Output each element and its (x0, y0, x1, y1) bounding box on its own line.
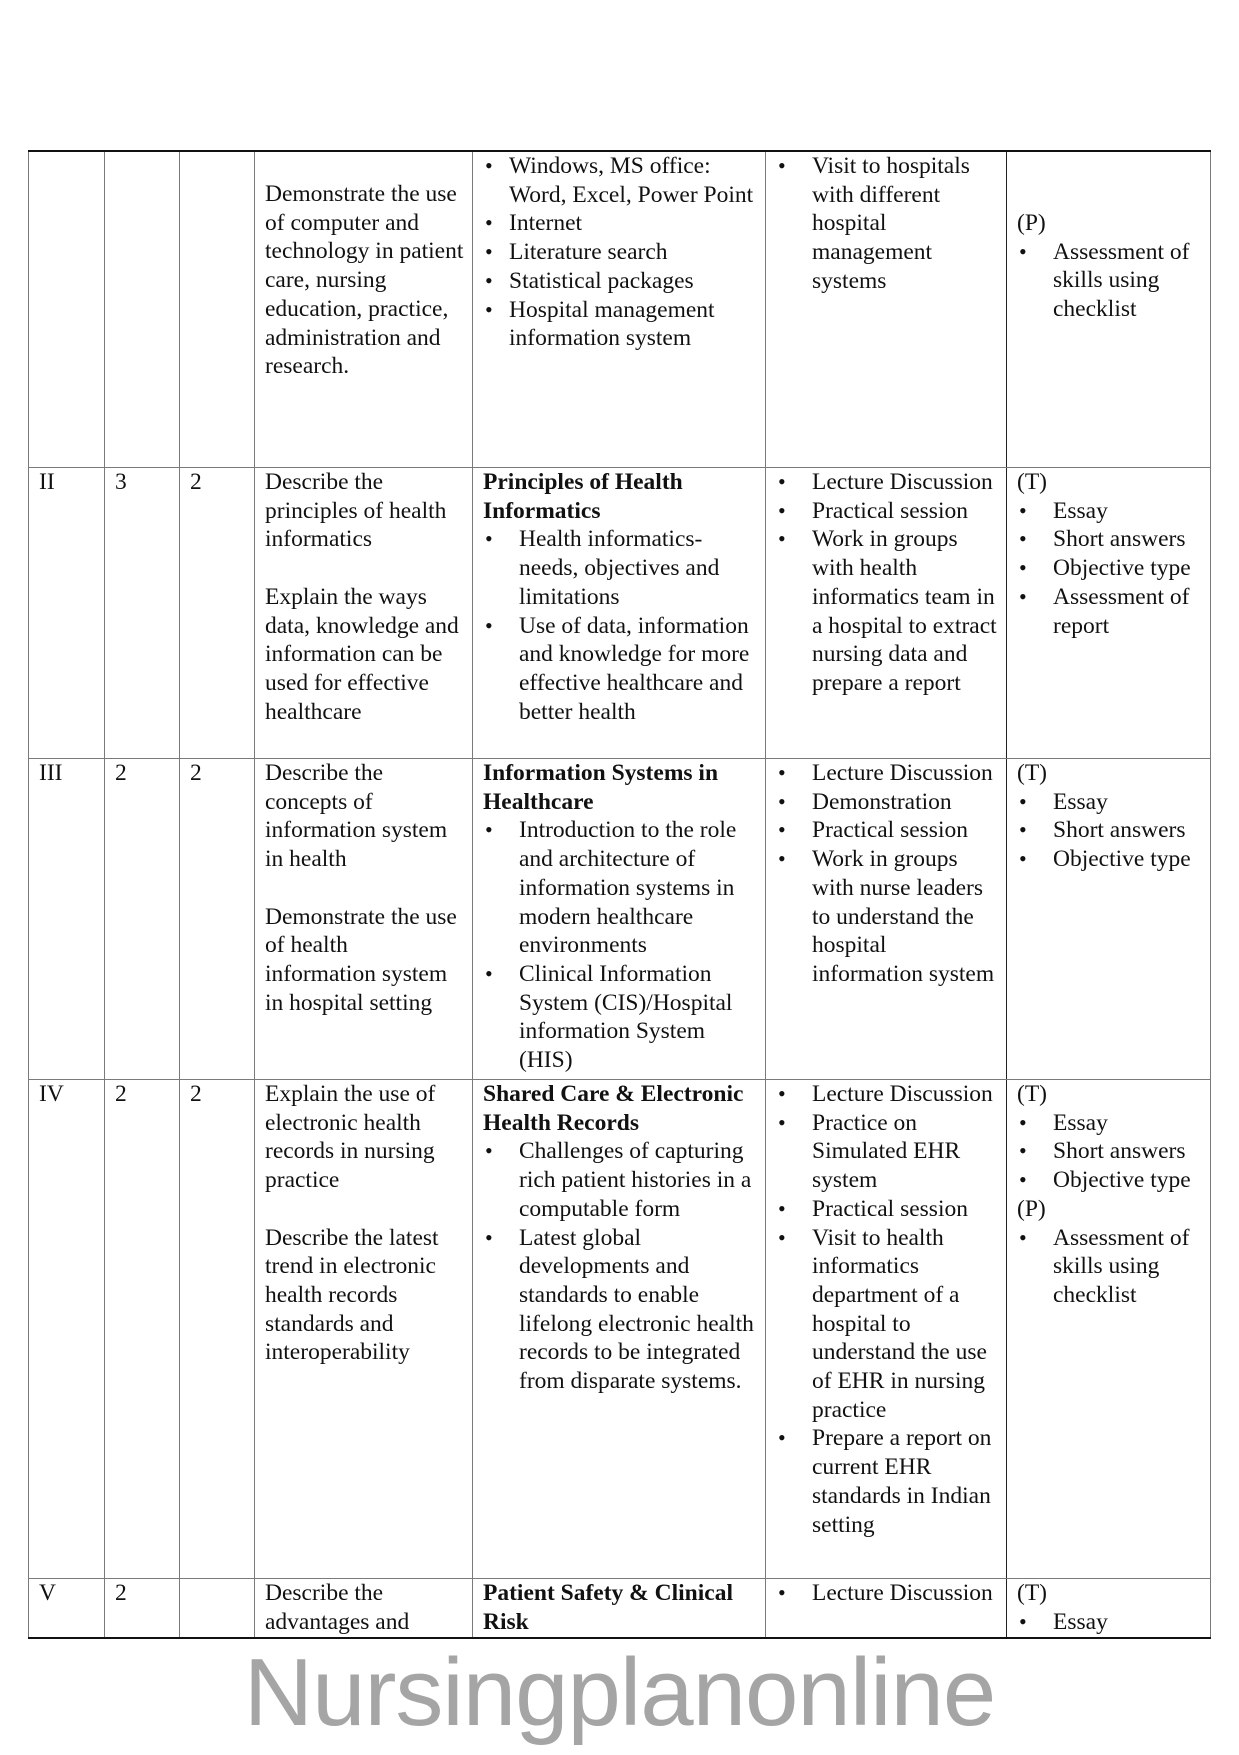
methods-list (776, 152, 998, 296)
content-list (483, 1137, 757, 1395)
learning-outcome: Describe the advantages and (265, 1580, 410, 1635)
table-row (29, 468, 1211, 759)
methods-list (776, 759, 998, 989)
assessment-category: (T) (1017, 1081, 1048, 1107)
teaching-methods-cell (766, 468, 1007, 759)
content-list-item: • Clinical Information System (CIS)/Hospital information System (HIS) (483, 960, 757, 1075)
content-list-item: • Health informatics- needs, objectives and limitations (483, 525, 757, 611)
assessment-list-item: • Essay (1017, 788, 1202, 817)
theory-hours-cell (105, 151, 180, 468)
assessment-cell (1007, 151, 1211, 468)
assessment-cell (1007, 759, 1211, 1080)
table-row (29, 151, 1211, 468)
paragraph-gap (265, 554, 464, 583)
content-list-item: • Windows, MS office: Word, Excel, Power Point (483, 152, 757, 209)
syllabus-page (28, 150, 1211, 1639)
content-list-item: • Hospital management information system (483, 296, 757, 353)
method-list-item: • Practice on Simulated EHR system (776, 1109, 998, 1195)
assessment-list-item: • Short answers (1017, 816, 1202, 845)
paragraph-gap (265, 1195, 464, 1224)
table-row (29, 759, 1211, 1080)
method-list-item: • Work in groups with health informatics team in a hospital to extract nursing data and prepare a report (776, 525, 998, 697)
method-list-item: • Practical session (776, 1195, 998, 1224)
practical-hours-cell: 2 (180, 759, 255, 1080)
assessment-list-item: • Essay (1017, 1109, 1202, 1138)
learning-outcome: Describe the principles of health informatics (265, 469, 447, 553)
assessment-category: (P) (1017, 210, 1046, 236)
methods-list (776, 1579, 998, 1608)
learning-outcomes-cell (255, 1579, 473, 1639)
method-list-item: • Visit to health informatics department of a hospital to understand the use of EHR in nursing practice (776, 1224, 998, 1425)
method-list-item: • Lecture Discussion (776, 468, 998, 497)
assessment-list (1017, 1109, 1202, 1195)
content-list (483, 525, 757, 726)
content-list-item: • Use of data, information and knowledge for more effective healthcare and better health (483, 612, 757, 727)
content-topic-title: Information Systems in Healthcare (483, 760, 719, 815)
content-cell (473, 468, 766, 759)
method-list-item: • Lecture Discussion (776, 1080, 998, 1109)
learning-outcome: Describe the latest trend in electronic health records standards and interoperability (265, 1224, 439, 1366)
content-topic-title: Principles of Health Informatics (483, 469, 683, 524)
methods-list (776, 1080, 998, 1539)
assessment-cell (1007, 1080, 1211, 1579)
teaching-methods-cell (766, 1080, 1007, 1579)
assessment-category: (T) (1017, 1580, 1048, 1606)
assessment-list (1017, 1224, 1202, 1310)
assessment-list (1017, 238, 1202, 324)
learning-outcomes-cell (255, 468, 473, 759)
assessment-list (1017, 1608, 1202, 1637)
practical-hours-cell: 2 (180, 468, 255, 759)
learning-outcome: Explain the ways data, knowledge and information can be used for effective healthcare (265, 583, 459, 725)
assessment-category: (T) (1017, 760, 1048, 786)
assessment-list-item: • Short answers (1017, 1137, 1202, 1166)
unit-cell: V (29, 1579, 105, 1639)
content-topic-title: Patient Safety & Clinical Risk (483, 1580, 733, 1635)
content-list-item: • Introduction to the role and architecture of information systems in modern healthcare environments (483, 816, 757, 960)
teaching-methods-cell (766, 151, 1007, 468)
method-list-item: • Prepare a report on current EHR standards in Indian setting (776, 1424, 998, 1539)
theory-hours-cell: 2 (105, 759, 180, 1080)
practical-hours-cell (180, 151, 255, 468)
method-list-item: • Lecture Discussion (776, 759, 998, 788)
learning-outcomes-cell (255, 1080, 473, 1579)
assessment-category: (T) (1017, 469, 1048, 495)
content-cell (473, 151, 766, 468)
content-list (483, 816, 757, 1074)
paragraph-gap (265, 874, 464, 903)
content-list-item: • Literature search (483, 238, 757, 267)
method-list-item: • Work in groups with nurse leaders to understand the hospital information system (776, 845, 998, 989)
assessment-cell (1007, 468, 1211, 759)
content-list-item: • Latest global developments and standards to enable lifelong electronic health records to be integrated from disparate systems. (483, 1224, 757, 1396)
method-list-item: • Practical session (776, 816, 998, 845)
unit-cell: IV (29, 1080, 105, 1579)
teaching-methods-cell (766, 759, 1007, 1080)
learning-outcomes-cell (255, 759, 473, 1080)
practical-hours-cell (180, 1579, 255, 1639)
content-cell (473, 1080, 766, 1579)
learning-outcome: Describe the concepts of information system in health (265, 760, 448, 873)
assessment-list-item: • Objective type (1017, 845, 1202, 874)
teaching-methods-cell (766, 1579, 1007, 1639)
syllabus-table (28, 150, 1211, 1639)
assessment-list-item: • Assessment of report (1017, 583, 1202, 640)
learning-outcome: Explain the use of electronic health records in nursing practice (265, 1081, 436, 1194)
unit-cell: III (29, 759, 105, 1080)
assessment-list-item: • Essay (1017, 1608, 1202, 1637)
table-row (29, 1080, 1211, 1579)
theory-hours-cell: 2 (105, 1579, 180, 1639)
method-list-item: • Lecture Discussion (776, 1579, 998, 1608)
theory-hours-cell: 3 (105, 468, 180, 759)
methods-list (776, 468, 998, 698)
content-list-item: • Internet (483, 209, 757, 238)
assessment-cell (1007, 1579, 1211, 1639)
content-cell (473, 759, 766, 1080)
learning-outcomes-cell (255, 151, 473, 468)
learning-outcome: Demonstrate the use of health information system in hospital setting (265, 903, 457, 1016)
content-topic-title: Shared Care & Electronic Health Records (483, 1081, 744, 1136)
assessment-list-item: • Objective type (1017, 554, 1202, 583)
content-cell (473, 1579, 766, 1639)
unit-cell: II (29, 468, 105, 759)
unit-cell (29, 151, 105, 468)
method-list-item: • Practical session (776, 497, 998, 526)
watermark-text: Nursingplanonline (243, 1639, 996, 1746)
assessment-list-item: • Short answers (1017, 525, 1202, 554)
method-list-item: • Demonstration (776, 788, 998, 817)
content-list (483, 152, 757, 353)
assessment-list (1017, 788, 1202, 874)
learning-outcome: Demonstrate the use of computer and technology in patient care, nursing education, practice, administration and research. (265, 181, 464, 380)
theory-hours-cell: 2 (105, 1080, 180, 1579)
assessment-list-item: • Objective type (1017, 1166, 1202, 1195)
table-row (29, 1579, 1211, 1639)
practical-hours-cell: 2 (180, 1080, 255, 1579)
method-list-item: • Visit to hospitals with different hospital management systems (776, 152, 998, 296)
assessment-category: (P) (1017, 1195, 1046, 1222)
content-list-item: • Statistical packages (483, 267, 757, 296)
assessment-list-item: • Assessment of skills using checklist (1017, 1224, 1202, 1310)
assessment-list (1017, 497, 1202, 641)
assessment-list-item: • Assessment of skills using checklist (1017, 238, 1202, 324)
content-list-item: • Challenges of capturing rich patient histories in a computable form (483, 1137, 757, 1223)
assessment-list-item: • Essay (1017, 497, 1202, 526)
